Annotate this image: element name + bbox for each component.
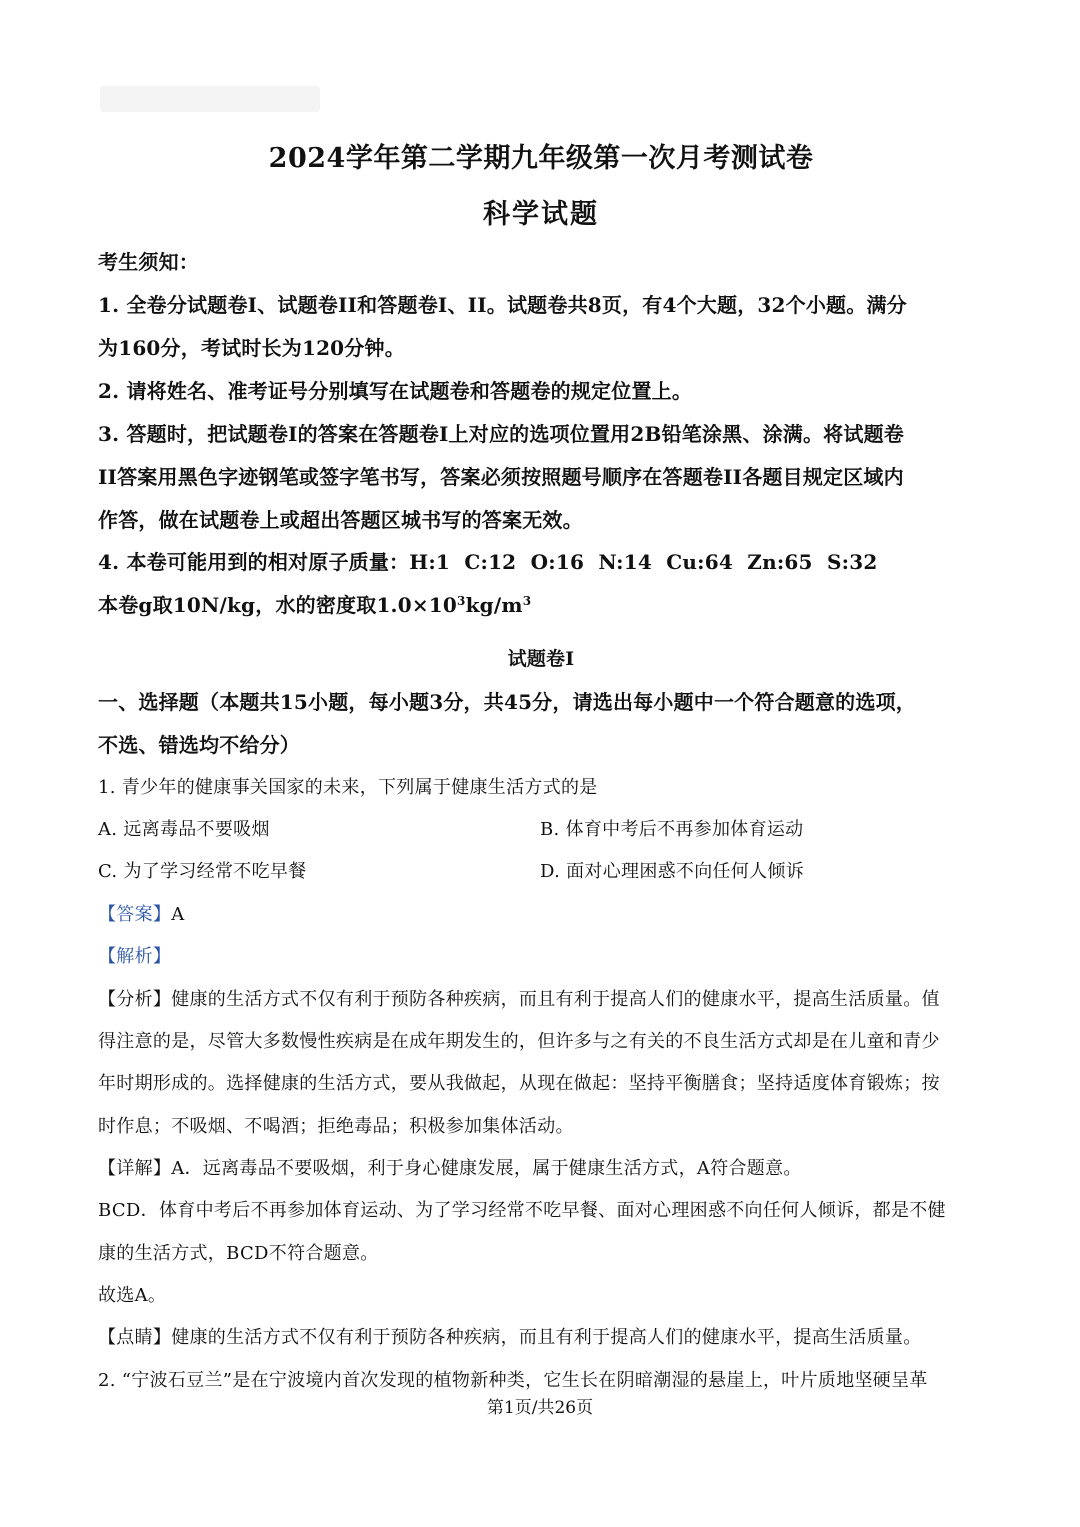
notice-constants <box>98 589 531 618</box>
answer-line <box>98 900 185 926</box>
notice-item-1-cont: 为160分，考试时长为120分钟。 <box>98 336 405 360</box>
tip-line: 【点睛】健康的生活方式不仅有利于预防各种疾病，而且有利于提高人们的健康水平，提高生活质量。 <box>98 1327 922 1348</box>
page-number: 第1页/共26页 <box>486 1398 594 1418</box>
analysis-label: 【解析】 <box>98 946 172 967</box>
constants-unit: kg/m <box>465 593 523 617</box>
notice-item-3-cont: II答案用黑色字迹钢笔或签字笔书写，答案必须按照题号顺序在答题卷II各题目规定区域内 <box>98 465 904 489</box>
page-title: 2024学年第二学期九年级第一次月考测试卷 <box>268 143 814 174</box>
analysis-line-4: 时作息；不吸烟、不喝酒；拒绝毒品；积极参加集体活动。 <box>98 1116 574 1137</box>
exponent-2: 3 <box>522 594 532 608</box>
answer-value: A <box>171 904 185 925</box>
exponent: 3 <box>457 594 466 608</box>
notice-heading: 考生须知： <box>98 250 199 274</box>
detail-line-3: 康的生活方式，BCD不符合题意。 <box>98 1243 379 1264</box>
section-heading: 试题卷I <box>507 648 575 670</box>
notice-item-1: 1. 全卷分试题卷I、试题卷II和答题卷I、II。试题卷共8页，有4个大题，32个小题。满分 <box>98 293 907 317</box>
part-heading-cont: 不选、错选均不给分） <box>98 733 300 757</box>
notice-item-3-cont2: 作答，做在试题卷上或超出答题区城书写的答案无效。 <box>98 508 583 532</box>
option-b: B. 体育中考后不再参加体育运动 <box>540 819 804 840</box>
option-c: C. 为了学习经常不吃早餐 <box>98 861 307 882</box>
notice-item-2: 2. 请将姓名、准考证号分别填写在试题卷和答题卷的规定位置上。 <box>98 379 693 403</box>
constants-text: 本卷g取10N/kg，水的密度取1.0×10 <box>98 593 458 617</box>
analysis-line-3: 年时期形成的。选择健康的生活方式，要从我做起，从现在做起：坚持平衡膳食；坚持适度体育锻炼；按 <box>98 1073 940 1094</box>
page-subtitle: 科学试题 <box>483 199 599 230</box>
answer-label: 【答案】 <box>98 904 172 925</box>
detail-line-4: 故选A。 <box>98 1285 167 1306</box>
detail-line-1: 【详解】A．远离毒品不要吸烟，利于身心健康发展，属于健康生活方式，A符合题意。 <box>98 1158 802 1179</box>
question-2-stem: 2. “宁波石豆兰”是在宁波境内首次发现的植物新种类，它生长在阴暗潮湿的悬崖上，叶片质地坚硬呈革 <box>98 1370 928 1391</box>
part-heading: 一、选择题（本题共15小题，每小题3分，共45分，请选出每小题中一个符合题意的选项， <box>98 690 916 714</box>
option-d: D. 面对心理困惑不向任何人倾诉 <box>540 861 805 882</box>
question-1-stem: 1. 青少年的健康事关国家的未来，下列属于健康生活方式的是 <box>98 777 598 798</box>
notice-item-4: 4. 本卷可能用到的相对原子质量：H:1 C:12 O:16 N:14 Cu:64 Zn:65 S:32 <box>98 550 878 574</box>
detail-line-2: BCD．体育中考后不再参加体育运动、为了学习经常不吃早餐、面对心理困惑不向任何人倾诉，都是不健 <box>98 1200 946 1221</box>
option-a: A. 远离毒品不要吸烟 <box>98 819 270 840</box>
analysis-line-2: 得注意的是，尽管大多数慢性疾病是在成年期发生的，但许多与之有关的不良生活方式却是在儿童和青少 <box>98 1031 940 1052</box>
notice-item-3: 3. 答题时，把试题卷I的答案在答题卷I上对应的选项位置用2B铅笔涂黑、涂满。将试题卷 <box>98 422 904 446</box>
watermark <box>100 86 320 112</box>
analysis-line-1: 【分析】健康的生活方式不仅有利于预防各种疾病，而且有利于提高人们的健康水平，提高生活质量。值 <box>98 989 940 1010</box>
